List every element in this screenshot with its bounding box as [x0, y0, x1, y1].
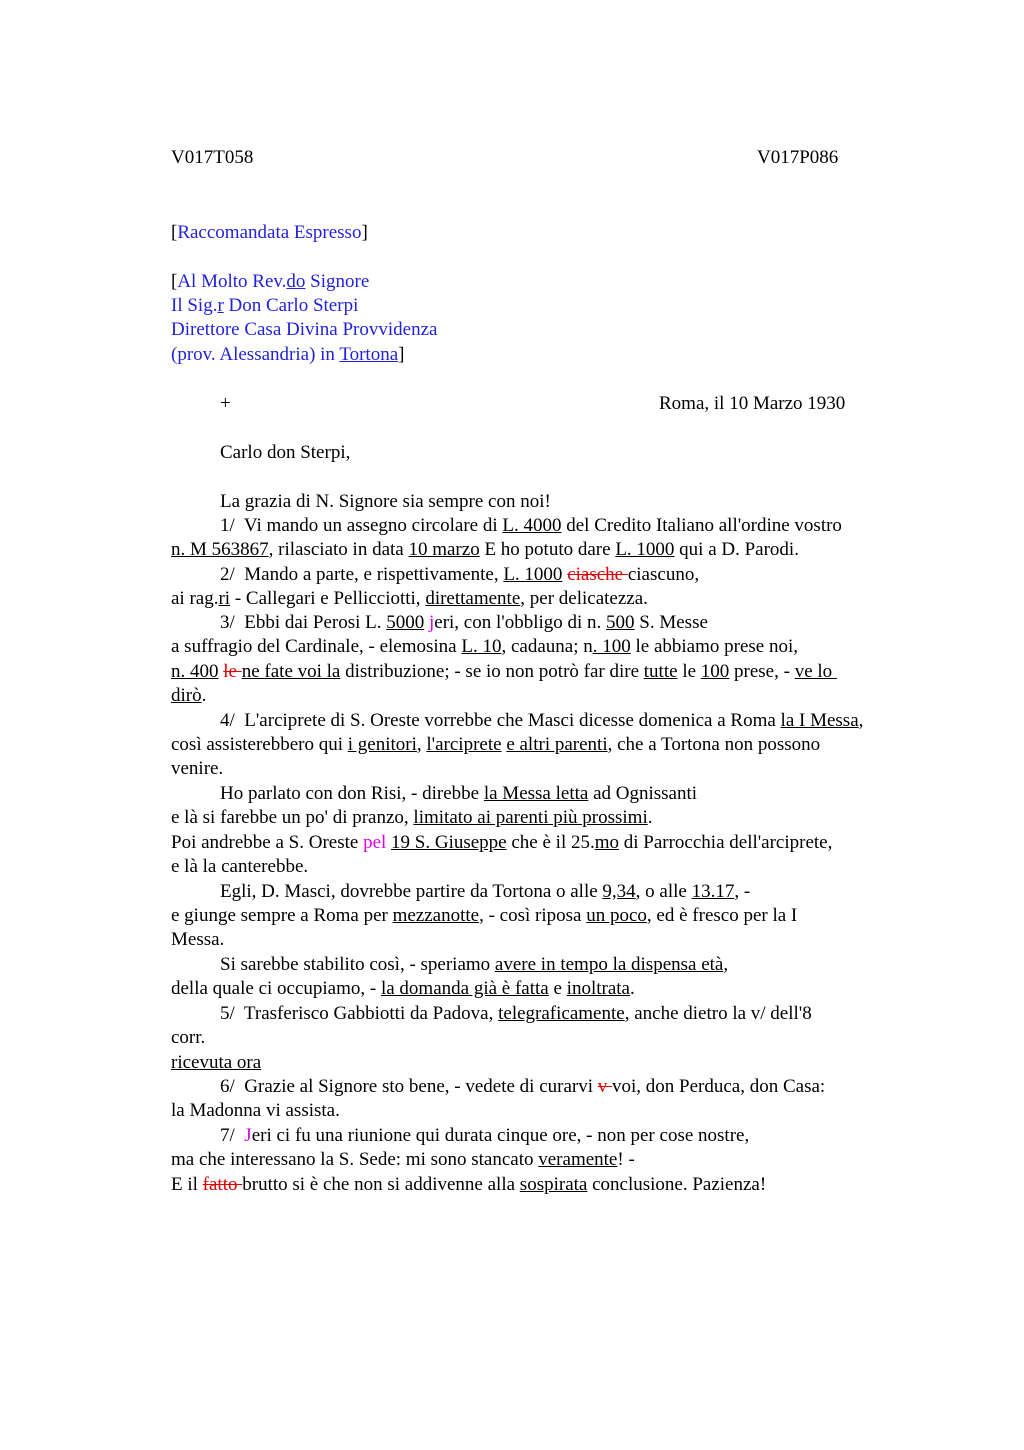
paragraph-6-line-2: la Madonna vi assista.	[171, 1100, 340, 1121]
paragraph-5-line-1: 5/ Trasferisco Gabbiotti da Padova, telegraficamente, anche dietro la v/ dell'8	[220, 1003, 812, 1024]
paragraph-5-line-2: corr.	[171, 1027, 206, 1048]
paragraph-4c-line-1: Egli, D. Masci, dovrebbe partire da Tortona o alle 9,34, o alle 13.17, -	[220, 881, 751, 902]
paragraph-4d-line-2: della quale ci occupiamo, - la domanda già è fatta e inoltrata.	[171, 978, 635, 999]
address-line-1: [Al Molto Rev.do Signore	[171, 271, 370, 292]
paragraph-1-line-1: 1/ Vi mando un assegno circolare di L. 4000 del Credito Italiano all'ordine vostro	[220, 515, 842, 536]
paragraph-2-line-2: ai rag.ri - Callegari e Pellicciotti, direttamente, per delicatezza.	[171, 588, 648, 609]
strikethrough-deletion: le	[223, 661, 242, 682]
paragraph-4b-line-3: Poi andrebbe a S. Oreste pel 19 S. Giuseppe che è il 25.mo di Parrocchia dell'arciprete,	[171, 832, 833, 853]
paragraph-1-line-2: n. M 563867, rilasciato in data 10 marzo E ho potuto dare L. 1000 qui a D. Parodi.	[171, 539, 799, 560]
address-line-4: (prov. Alessandria) in Tortona]	[171, 344, 405, 365]
paragraph-4c-line-3: Messa.	[171, 929, 225, 950]
paragraph-3-line-1: 3/ Ebbi dai Perosi L. 5000 jeri, con l'obbligo di n. 500 S. Messe	[220, 612, 708, 633]
correction-mark: J	[244, 1125, 252, 1146]
paragraph-4b-line-2: e là si farebbe un po' di pranzo, limitato ai parenti più prossimi.	[171, 807, 653, 828]
paragraph-3-line-2: a suffragio del Cardinale, - elemosina L. 10, cadauna; n. 100 le abbiamo prese noi,	[171, 636, 798, 657]
paragraph-4c-line-2: e giunge sempre a Roma per mezzanotte, - così riposa un poco, ed è fresco per la I	[171, 905, 798, 926]
strikethrough-deletion: v	[597, 1076, 612, 1097]
paragraph-7-line-1: 7/ Jeri ci fu una riunione qui durata cinque ore, - non per cose nostre,	[220, 1125, 750, 1146]
greeting: La grazia di N. Signore sia sempre con noi!	[220, 491, 551, 512]
place-date: Roma, il 10 Marzo 1930	[659, 393, 846, 414]
paragraph-2-line-1: 2/ Mando a parte, e rispettivamente, L. 1000 ciasche ciascuno,	[220, 564, 700, 585]
address-line-2: Il Sig.r Don Carlo Sterpi	[171, 295, 359, 316]
salutation: Carlo don Sterpi,	[220, 442, 351, 463]
paragraph-4d-line-1: Si sarebbe stabilito così, - speriamo avere in tempo la dispensa età,	[220, 954, 729, 975]
paragraph-4b-line-4: e là la canterebbe.	[171, 856, 309, 877]
strikethrough-deletion: fatto	[202, 1174, 243, 1195]
paragraph-5-line-3: ricevuta ora	[171, 1052, 262, 1073]
document-code-left: V017T058	[171, 147, 254, 168]
correction-mark: pel	[363, 832, 387, 853]
cross-symbol: +	[220, 393, 231, 414]
paragraph-7-line-2: ma che interessano la S. Sede: mi sono stancato veramente! -	[171, 1149, 635, 1170]
address-line-3: Direttore Casa Divina Provvidenza	[171, 319, 438, 340]
envelope-note: [Raccomandata Espresso]	[171, 222, 368, 243]
paragraph-6-line-1: 6/ Grazie al Signore sto bene, - vedete di curarvi v voi, don Perduca, don Casa:	[220, 1076, 826, 1097]
paragraph-4-line-2: così assisterebbero qui i genitori, l'arciprete e altri parenti, che a Tortona non possono	[171, 734, 821, 755]
document-code-right: V017P086	[757, 147, 839, 168]
paragraph-3-line-4: dirò.	[171, 685, 207, 706]
paragraph-4-line-1: 4/ L'arciprete di S. Oreste vorrebbe che Masci dicesse domenica a Roma la I Messa,	[220, 710, 864, 731]
strikethrough-deletion: ciasche	[567, 564, 628, 585]
paragraph-4-line-3: venire.	[171, 758, 224, 779]
paragraph-7-line-3: E il fatto brutto si è che non si addivenne alla sospirata conclusione. Pazienza!	[171, 1174, 767, 1195]
paragraph-4b-line-1: Ho parlato con don Risi, - direbbe la Messa letta ad Ognissanti	[220, 783, 698, 804]
correction-mark: j	[428, 612, 435, 633]
paragraph-3-line-3: n. 400 le ne fate voi la distribuzione; - se io non potrò far dire tutte le 100 prese, - ve lo	[171, 661, 837, 682]
